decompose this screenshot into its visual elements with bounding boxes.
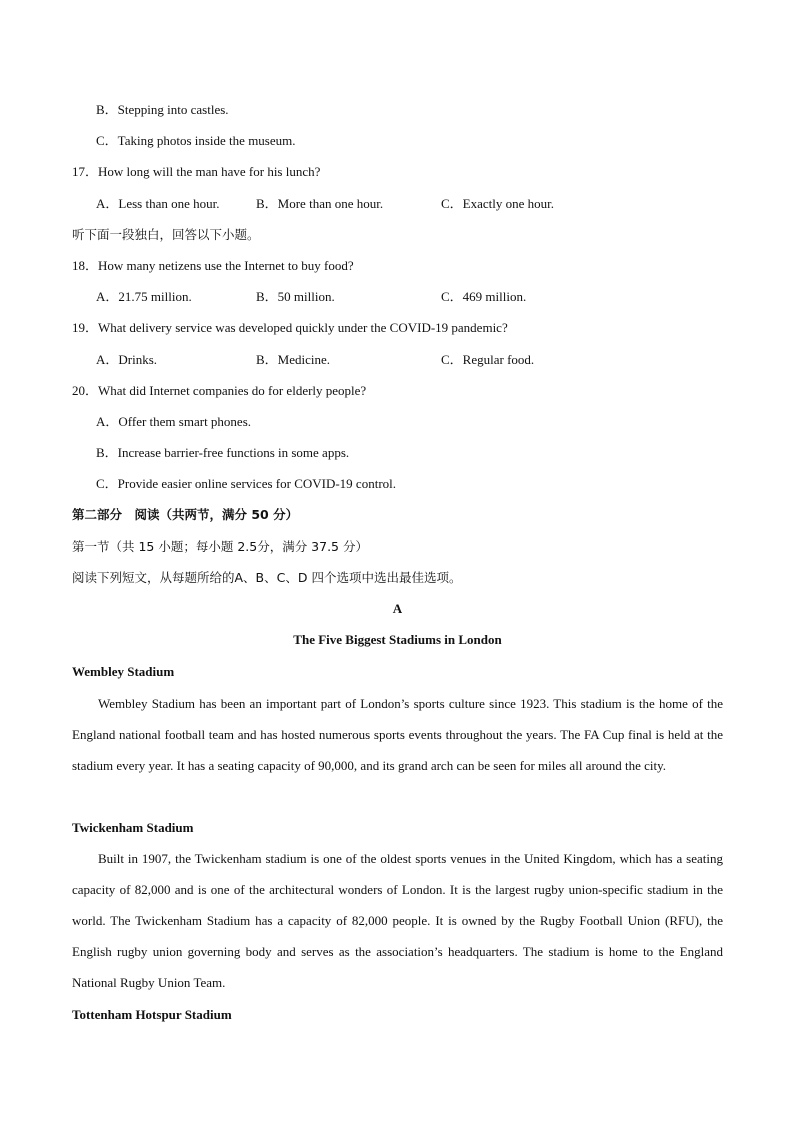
q19-option-a: A．Drinks. [96, 352, 158, 367]
wembley-heading: Wembley Stadium [72, 664, 175, 679]
q20-option-b: B．Increase barrier-free functions in some apps. [96, 445, 350, 460]
question-18: 18．How many netizens use the Internet to buy food? [72, 258, 354, 273]
q16-option-c: C．Taking photos inside the museum. [96, 133, 296, 148]
twickenham-text: Built in 1907, the Twickenham stadium is one of the oldest sports venues in the United Kingdom, which has a seating capacity of 82,000 and is one of the architectural wonders of London. It is the largest rugby union-specific stadium in the world. The Twickenham Stadium has a capacity of 82,000 people. It is owned by the Rugby Football Union (RFU), the English rugby union governing body and serves as the association’s headquarters. The stadium is home to the England National Rugby Union Team. [72, 851, 723, 991]
q18-option-a: A．21.75 million. [96, 289, 192, 304]
question-20: 20．What did Internet companies do for elderly people? [72, 383, 367, 398]
passage-title: The Five Biggest Stadiums in London [293, 632, 502, 647]
q19-option-b: B．Medicine. [256, 352, 331, 367]
q18-option-b: B．50 million. [256, 289, 335, 304]
question-19: 19．What delivery service was developed quickly under the COVID-19 pandemic? [72, 320, 508, 335]
tottenham-heading: Tottenham Hotspur Stadium [72, 1007, 232, 1022]
wembley-text: Wembley Stadium has been an important part of London’s sports culture since 1923. This stadium is the home of the England national football team and has hosted numerous sports events throughout the years. The FA Cup final is held at the stadium every year. It has a seating capacity of 90,000, and its grand arch can be seen for miles all around the city. [72, 696, 723, 774]
q19-option-c: C．Regular food. [441, 352, 535, 367]
twickenham-heading: Twickenham Stadium [72, 820, 194, 835]
q18-option-c: C．469 million. [441, 289, 527, 304]
section1-heading: 第一节（共 15 小题；每小题 2.5分，满分 37.5 分） [72, 539, 368, 554]
question-17: 17．How long will the man have for his lunch? [72, 164, 321, 179]
reading-instruction: 阅读下列短文，从每题所给的A、B、C、D 四个选项中选出最佳选项。 [72, 570, 462, 585]
q20-option-a: A．Offer them smart phones. [96, 414, 252, 429]
q17-option-a: A．Less than one hour. [96, 196, 220, 211]
monologue-instruction: 听下面一段独白，回答以下小题。 [72, 227, 260, 242]
q20-option-c: C．Provide easier online services for COVID-19 control. [96, 476, 397, 491]
q17-option-b: B．More than one hour. [256, 196, 384, 211]
part2-heading: 第二部分 阅读（共两节，满分 50 分） [72, 507, 299, 522]
q17-option-c: C．Exactly one hour. [441, 196, 555, 211]
q16-option-b: B．Stepping into castles. [96, 102, 229, 117]
twickenham-paragraph [72, 843, 723, 998]
passage-letter: A [392, 601, 403, 616]
wembley-paragraph [72, 688, 723, 781]
